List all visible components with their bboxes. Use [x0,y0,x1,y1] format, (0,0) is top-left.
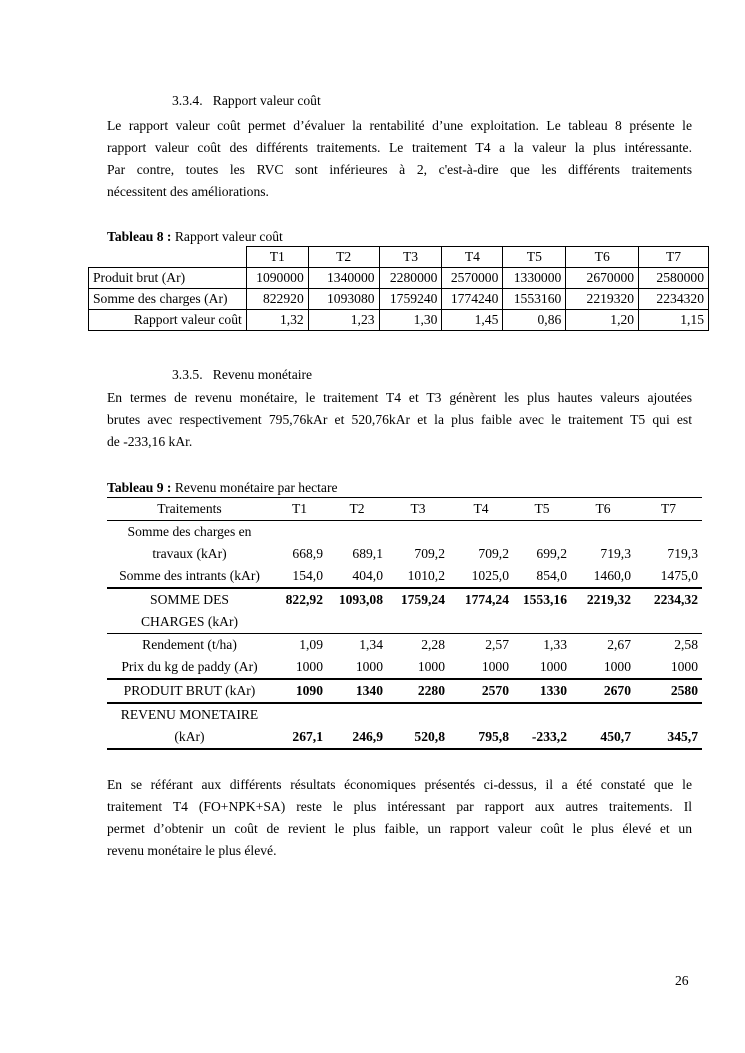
empty-cell [272,611,702,634]
table-cell: 2234320 [639,289,709,310]
table-row [89,268,709,289]
table-cell: 719,3 [600,546,631,561]
section-number: 3.3.4. [172,93,203,108]
table-header-row [89,247,709,268]
table-cell: 1000 [417,659,445,674]
row-label: (kAr) [107,726,272,749]
table-cell: 1,34 [327,634,387,657]
table-cell: 450,7 [571,726,635,749]
row-label: Somme des charges (Ar) [89,289,247,310]
table-row [107,703,702,726]
table-cell: 1000 [481,659,509,674]
text-line: revenu monétaire le plus élevé. [107,843,277,858]
table-cell: 1000 [295,659,323,674]
table-cell: 1010,2 [407,568,445,583]
row-label: Produit brut (Ar) [89,268,247,289]
table8-caption [107,228,283,246]
table-cell: 154,0 [292,568,323,583]
table-cell: 1774240 [442,289,503,310]
header-cell: T7 [635,498,702,521]
table-cell: 1090000 [246,268,308,289]
table-header-row [107,498,702,521]
table-cell: 854,0 [536,568,567,583]
paragraph-conclusion [107,774,692,862]
section-heading-335 [172,365,312,385]
table-cell: 2,28 [387,634,449,657]
paragraph-revenu [107,387,692,453]
table-row [89,289,709,310]
table-cell: 1759,24 [387,588,449,611]
table-cell: 1000 [539,659,567,674]
table-cell: 2670000 [566,268,639,289]
table-cell: 2280 [387,679,449,703]
table-row [107,611,702,634]
table-row [107,565,702,588]
text-line: permet d’obtenir un coût de revient le plus faible, un rapport valeur coût le plus élevé et un [107,821,692,836]
header-cell: T4 [449,498,513,521]
table-cell: 1,33 [513,634,571,657]
table-cell: 2570 [449,679,513,703]
table-cell: 520,8 [387,726,449,749]
table-cell: 1093,08 [327,588,387,611]
section-heading-334 [172,91,321,111]
section-title: Revenu monétaire [212,367,313,382]
table-cell: -233,2 [513,726,571,749]
table-cell: 1475,0 [660,568,698,583]
section-number: 3.3.5. [172,367,203,382]
table-cell: 1553160 [503,289,566,310]
table-cell: 404,0 [352,568,383,583]
table-row [107,634,702,657]
header-cell: T6 [566,247,639,268]
page-number: 26 [675,973,689,988]
text-line: En se référant aux différents résultats économiques présentés ci-dessus, il a été constaté que le [107,777,692,792]
table-cell: 2580000 [639,268,709,289]
table-cell: 2234,32 [635,588,702,611]
table-row [107,543,702,565]
table-rapport-valeur-cout [88,246,709,331]
paragraph-rvc [107,115,692,203]
table-cell: 2,57 [449,634,513,657]
table-revenu-monetaire [107,497,702,750]
table-cell: 1553,16 [513,588,571,611]
table-cell: 709,2 [478,546,509,561]
table-cell: 719,3 [667,546,698,561]
table-cell: 1000 [355,659,383,674]
row-label: Rendement (t/ha) [107,634,272,657]
table-row [107,656,702,679]
header-cell: T5 [503,247,566,268]
table-row-total [107,588,702,611]
caption-label: Tableau 8 : [107,229,172,244]
row-label: PRODUIT BRUT (kAr) [107,679,272,703]
header-cell: T6 [571,498,635,521]
empty-cell [272,703,702,726]
table-cell: 1000 [603,659,631,674]
table-cell: 699,2 [536,546,567,561]
table-cell: 1093080 [308,289,379,310]
table-cell: 2219,32 [571,588,635,611]
text-line: nécessitent des améliorations. [107,184,269,199]
empty-cell [89,247,247,268]
table-cell: 822,92 [272,588,327,611]
table-cell: 1,30 [379,310,442,331]
table-cell: 1340000 [308,268,379,289]
table-cell: 1000 [670,659,698,674]
row-label: REVENU MONETAIRE [107,703,272,726]
table-cell: 2570000 [442,268,503,289]
text-line: de -233,16 kAr. [107,434,193,449]
table-cell: 2280000 [379,268,442,289]
table-cell: 2670 [571,679,635,703]
table-cell: 1330 [513,679,571,703]
table-cell: 1,09 [272,634,327,657]
header-cell: T5 [513,498,571,521]
header-cell: T3 [379,247,442,268]
text-line: Le rapport valeur coût permet d’évaluer la rentabilité d’une exploitation. Le tableau 8 présente le [107,118,692,133]
table-row-total [107,726,702,749]
text-line: Par contre, toutes les RVC sont inférieures à 2, c'est-à-dire que les différents traitements [107,162,692,177]
table-cell: 246,9 [327,726,387,749]
header-cell: T1 [272,498,327,521]
table-cell: 668,9 [292,546,323,561]
table9-caption [107,479,338,497]
table-cell: 2219320 [566,289,639,310]
table-cell: 1,15 [639,310,709,331]
caption-label: Tableau 9 : [107,480,172,495]
table-cell: 345,7 [635,726,702,749]
header-cell: T2 [327,498,387,521]
row-label: SOMME DES [107,588,272,611]
table-cell: 1025,0 [471,568,509,583]
table-row [107,521,702,544]
text-line: brutes avec respectivement 795,76kAr et 520,76kAr et la plus faible avec le traitement T5 qui est [107,412,692,427]
row-label: Rapport valeur coût [89,310,247,331]
table-cell: 0,86 [503,310,566,331]
table-row [89,310,709,331]
empty-cell [272,521,702,544]
table-cell: 1,32 [246,310,308,331]
table-cell: 267,1 [272,726,327,749]
table-cell: 1,45 [442,310,503,331]
header-cell: T7 [639,247,709,268]
row-label: Somme des intrants (kAr) [119,568,260,583]
header-cell: T2 [308,247,379,268]
table-cell: 795,8 [449,726,513,749]
table-cell: 1460,0 [593,568,631,583]
table-cell: 1330000 [503,268,566,289]
row-label: CHARGES (kAr) [140,614,239,629]
header-cell: Traitements [107,498,272,521]
table-row-total [107,679,702,703]
table-cell: 1340 [327,679,387,703]
table-cell: 2,58 [635,634,702,657]
table-cell: 1759240 [379,289,442,310]
text-line: traitement T4 (FO+NPK+SA) reste le plus intéressant par rapport aux autres traitements. Il [107,799,692,814]
table-cell: 709,2 [414,546,445,561]
caption-text: Rapport valeur coût [171,229,283,244]
section-title: Rapport valeur coût [212,93,321,108]
row-label: travaux (kAr) [152,546,227,561]
table-cell: 1090 [272,679,327,703]
table-cell: 822920 [246,289,308,310]
header-cell: T1 [246,247,308,268]
table-cell: 2,67 [571,634,635,657]
table-cell: 1,20 [566,310,639,331]
row-label: Prix du kg de paddy (Ar) [121,659,258,674]
text-line: rapport valeur coût des différents traitements. Le traitement T4 a la valeur la plus intéressante. [107,140,692,155]
table-cell: 2580 [635,679,702,703]
caption-text: Revenu monétaire par hectare [171,480,338,495]
table-cell: 1,23 [308,310,379,331]
header-cell: T3 [387,498,449,521]
header-cell: T4 [442,247,503,268]
table-cell: 1774,24 [449,588,513,611]
table-cell: 689,1 [352,546,383,561]
row-label: Somme des charges en [107,521,272,544]
text-line: En termes de revenu monétaire, le traitement T4 et T3 génèrent les plus hautes valeurs ajoutées [107,390,692,405]
